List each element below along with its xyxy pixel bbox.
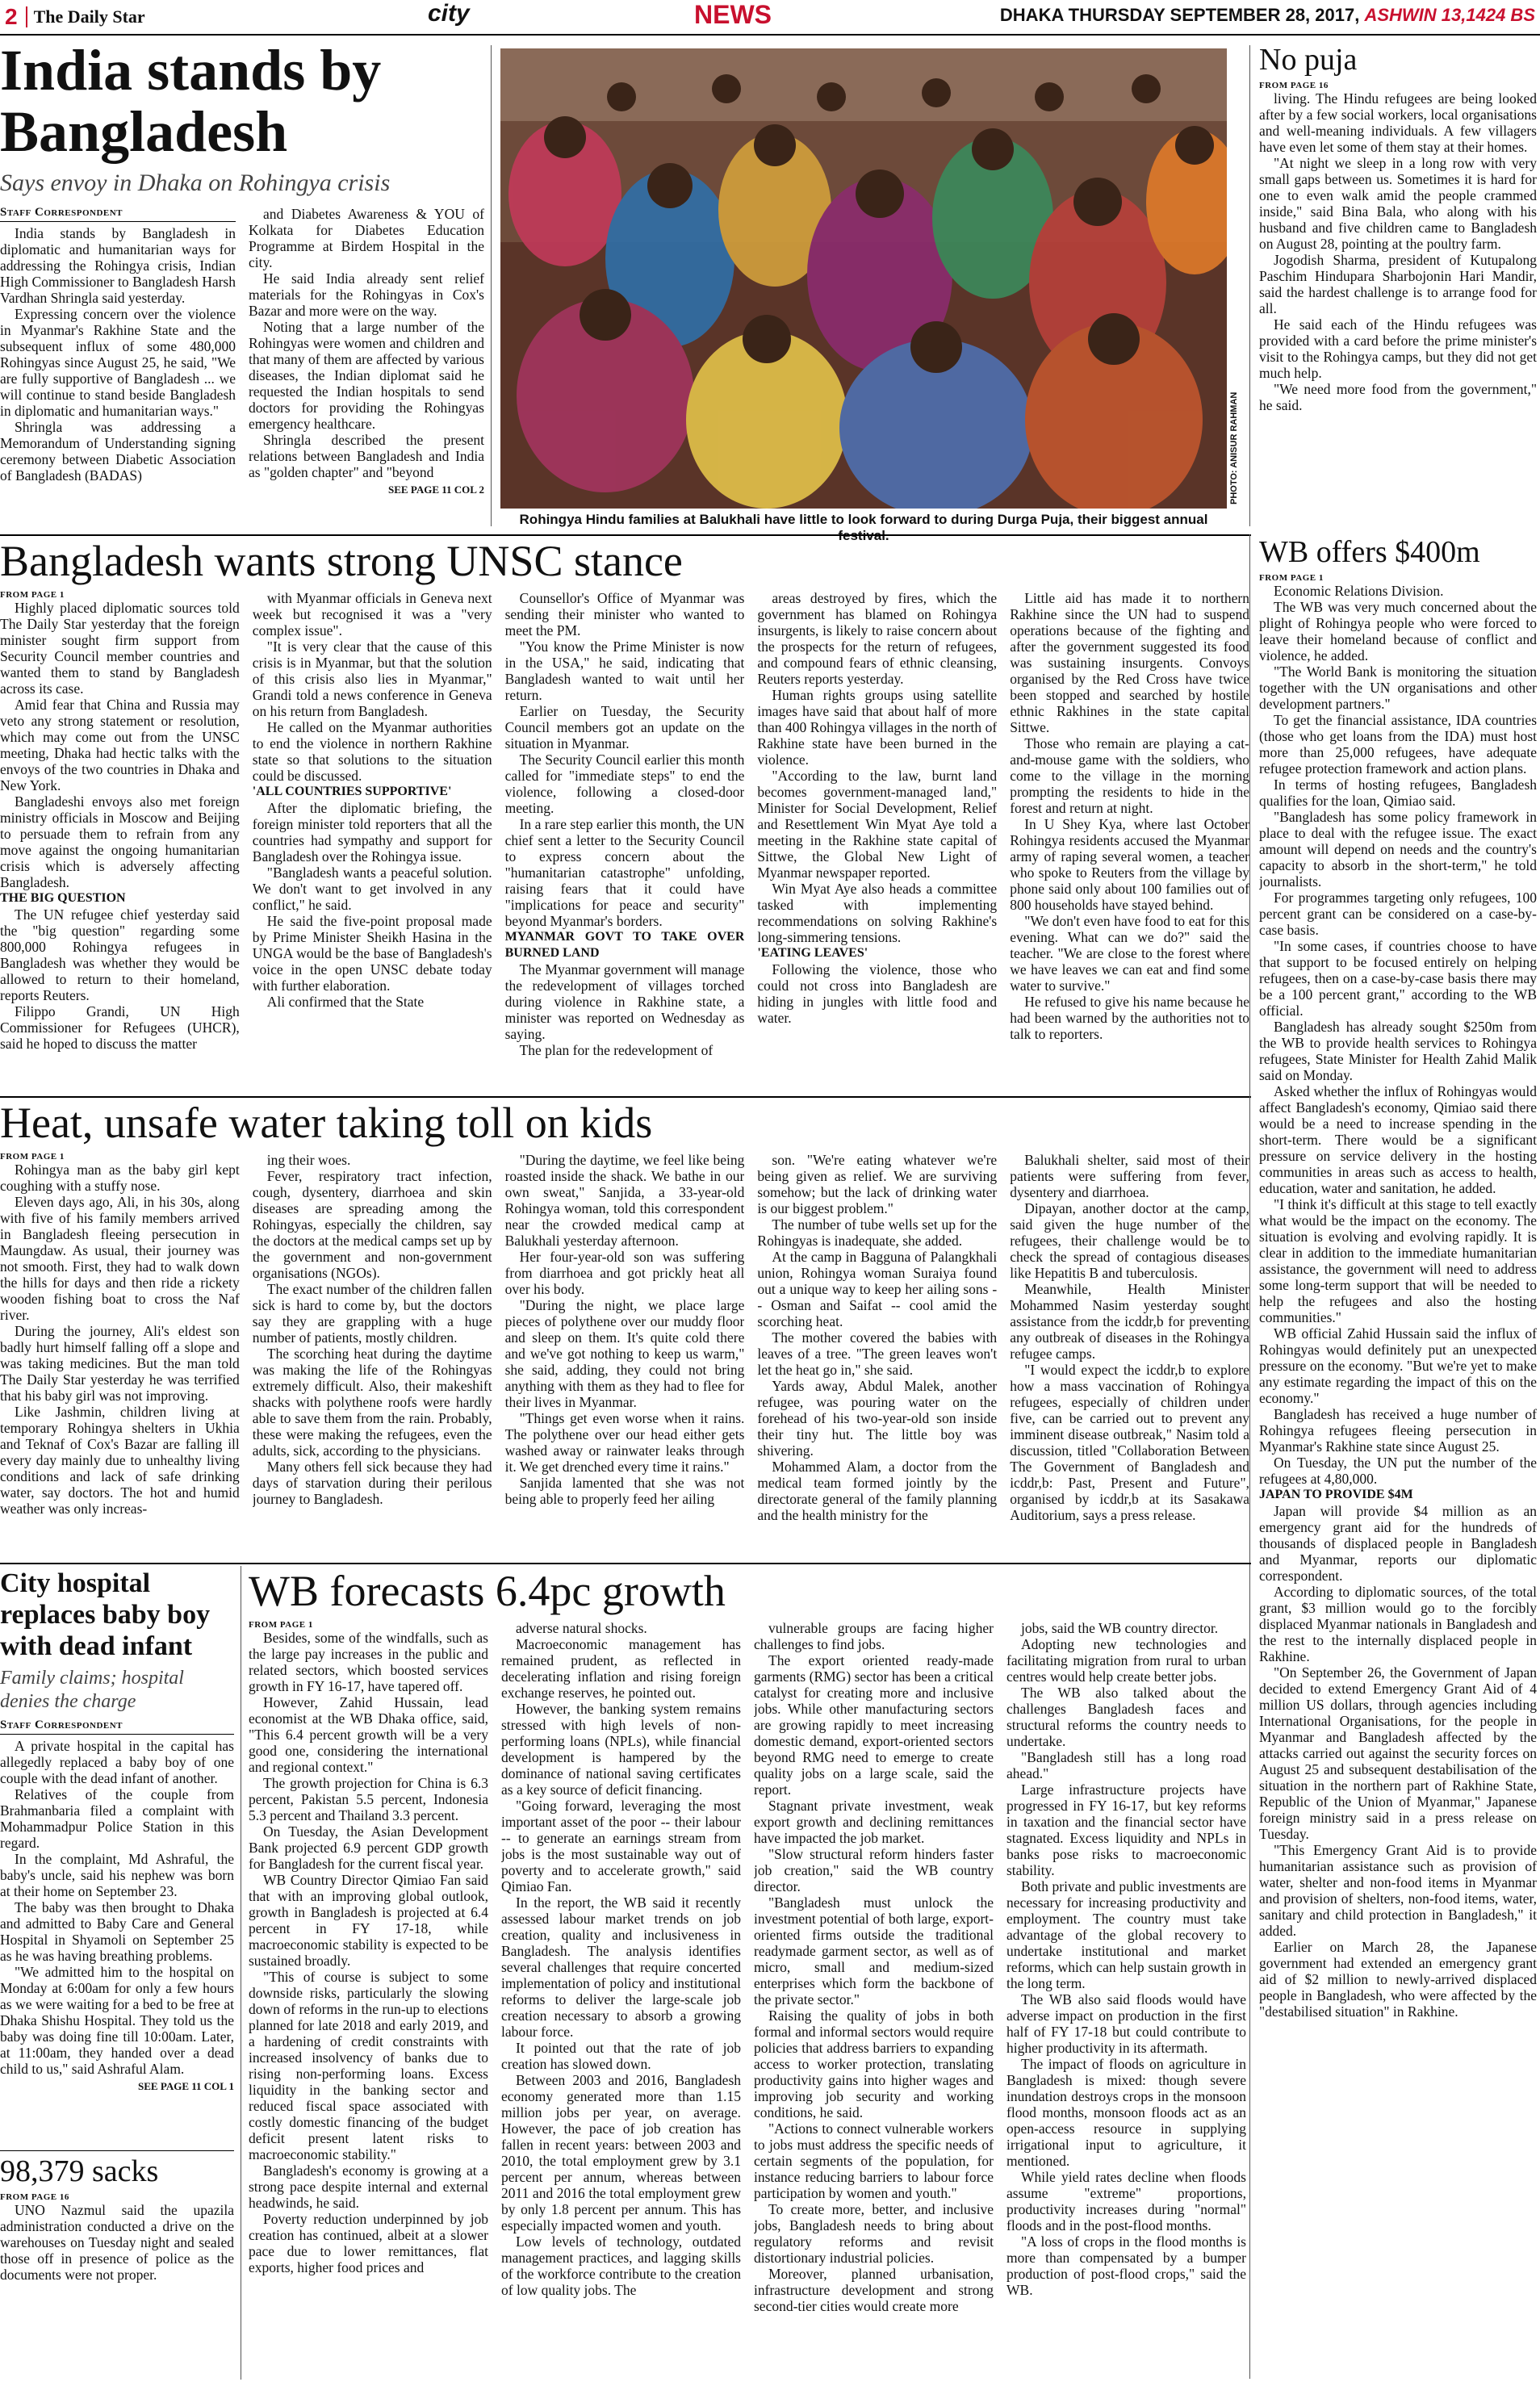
text-column [249,1620,488,2363]
paragraph: The Security Council earlier this month called for "immediate steps" to end the violence, following a closed-door meeting. [504,751,745,817]
paragraph: At the camp in Bagguna of Palangkhali union, Rohingya woman Suraiya found out a unique way to keep her ailing sons -- Osman and Saifat -- cool amid the scorching heat. [757,1249,998,1330]
paragraph: Stagnant private investment, weak export growth and declining remittances have impacted the job market. [754,1798,994,1847]
paragraph: adverse natural shocks. [516,1620,647,1637]
paragraph: "Going forward, leveraging the most important asset of the poor -- their labour -- to generate an earnings stream from jobs is the most sustainable way out of poverty and to accelerate growth," said Qimiao Fan. [501,1798,741,1895]
heat-columns [0,1152,1249,1547]
paragraph: After the diplomatic briefing, the foreign minister told reporters that all the countries had sympathy and support for Bangladesh over the Rohingya issue. [252,800,492,865]
paragraph: The WB also talked about the challenges Bangladesh faces and structural reforms the country needs to undertake. [1006,1685,1246,1750]
paragraph: The scorching heat during the daytime was making the life of the Rohingyas extremely difficult. Also, their makeshift shacks with polythene roofs were hardly able to save them from the rain. Probably, these were making the refugees, even the adults, sick, according to the physicians. [252,1346,492,1459]
paragraph: Yards away, Abdul Malek, another refugee, was pouring water on the forehead of his two-year-old son inside their tiny hut. The little boy was shivering. [757,1378,998,1459]
paragraph: "Bangladesh must unlock the investment potential of both large, export-oriented firms outside the traditional readymade garment sector, as well as of micro, small and medium-sized enterprises which form the backbone of the private sector." [754,1894,994,2008]
column-rule [1249,45,1250,526]
section-rule [0,534,1251,536]
paragraph: In U Shey Kya, where last October Rohingya residents accused the Myanmar army of raping several women, a teacher who spoke to Reuters from the village by phone said only about 100 families out of 800 households have stayed behind. [1010,816,1249,914]
headline-heat[interactable]: Heat, unsafe water taking toll on kids [0,1099,653,1147]
section-label: city [428,0,470,27]
paragraph: Shringla described the present relations between Bangladesh and India as "golden chapter" and "beyond [249,432,484,481]
paragraph: "We need more food from the government," he said. [1259,380,1537,413]
paragraph: Fever, respiratory tract infection, cough, dysentery, diarrhoea and skin diseases are spreading among the Rohingyas, especially the children, say the doctors at the medical camps set up by the government and non-government organisations (NGOs). [252,1168,492,1282]
paragraph: The WB was very much concerned about the plight of Rohingya people who were forced to leave their homeland because of conflict and violence, he added. [1259,598,1537,664]
paragraph: Shringla was addressing a Memorandum of Understanding signing ceremony between Diabetic Association of Bangladesh (BADAS) [0,419,236,484]
photo-credit-box [1227,339,1240,509]
paragraph: Many others fell sick because they had days of starvation during their perilous journey to Bangladesh. [252,1459,492,1508]
story-body [1010,590,1249,1042]
text-column [1010,590,1249,1082]
story-sacks [0,2155,234,2380]
paragraph: The growth projection for China is 6.3 percent, Pakistan 5.5 percent, Indonesia 5.3 percent and Thailand 3.3 percent. [249,1775,488,1824]
paragraph: Large infrastructure projects have progressed in FY 16-17, but key reforms in taxation and the financial sector have stagnated. Excess liquidity and NPLs in banks pose risks to macroeconomic stability. [1006,1781,1246,1879]
story-body [501,1620,741,2298]
paragraph: "According to the law, burnt land becomes government-managed land," Minister for Social Development, Relief and Resettlement Win Myat Aye told a meeting in the Rakhine state capital of Sittwe, the Global New Light of Myanmar newspaper reported. [757,768,998,881]
photo-credit [1227,339,1240,509]
paragraph: Bangladesh has already sought $250m from the WB to provide health services to Rohingya refugees, State Minister for Health Zahid Malik said on Monday. [1259,1018,1537,1083]
subhead: THE BIG QUESTION [0,891,126,906]
masthead [0,0,1540,36]
paragraph: The WB also said floods would have adverse impact on production in the first half of FY 17-18 but could contribute to higher productivity in its aftermath. [1006,1991,1246,2057]
story-body [754,1620,994,2314]
story-body [1259,90,1537,413]
paper-name[interactable]: The Daily Star [26,6,145,27]
crowd-photo [500,48,1227,509]
paragraph: Macroeconomic management has remained prudent, as reflected in decelerating inflation and rising foreign exchange reserves, he pointed out. [501,1636,741,1702]
story-no-puja [1259,44,1537,528]
column-rule [491,45,492,526]
paragraph: son. "We're eating whatever we're being given as relief. We are surviving somehow; but the lack of drinking water is our biggest problem." [757,1152,998,1217]
paragraph: Relatives of the couple from Brahmanbaria filed a complaint with Mohammadpur Police Station in this regard. [0,1785,234,1851]
paragraph: "Slow structural reform hinders faster job creation," said the WB country director. [754,1846,994,1895]
paragraph: Balukhali shelter, said most of their patients were suffering from fever, dysentery and diarrhoea. [1010,1152,1249,1201]
paragraph: Low levels of technology, outdated management practices, and lagging skills of the workforce contribute to the creation of low quality jobs. The [501,2233,741,2299]
paragraph: Eleven days ago, Ali, in his 30s, along with five of his family members arrived in Bangladesh fleeing persecution in Maungdaw. As usual, their journey was not smooth. First, they had to walk down the hills for days and then ride a rickety wooden fishing boat to cross the Naf river. [0,1194,240,1324]
paragraph: Like Jashmin, children living at temporary Rohingya shelters in Ukhia and Teknaf of Cox's Bazar are falling ill every day mainly due to unhealthy living conditions and lack of safe drinking water, say doctors. The hot and humid weather was only increas- [0,1404,240,1518]
paragraph: Jogodish Sharma, president of Kutupalong Paschim Hindupara Sharbojonin Hari Mandir, said the hardest challenge is to arrange food for all. [1259,251,1537,316]
paragraph: Amid fear that China and Russia may veto any strong statement or resolution, which may come out from the UNSC meeting, Dhaka had hectic talks with the envoys of the two countries in Dhaka and New York. [0,697,240,794]
paragraph: Her four-year-old son was suffering from diarrhoea and got prickly heat all over his body. [504,1249,745,1298]
paragraph: jobs, said the WB country director. [1021,1620,1219,1637]
story-unsc [0,538,1249,1095]
story-body [249,1630,488,2275]
page-number: 2 [5,4,18,29]
paragraph: ing their woes. [266,1152,351,1169]
story-wb-400m [1259,536,1537,2380]
story-body [0,225,236,484]
text-column [1010,1152,1249,1547]
paragraph: Expressing concern over the violence in Myanmar's Rakhine State and the subsequent influx of some 480,000 Rohingyas since August 25, he said, "We are fully supportive of Bangladesh ... we will continue to stand beside Bangladesh in diplomatic and humanitarian ways." [0,306,236,420]
paragraph: He said each of the Hindu refugees was provided with a card before the prime minister's visit to the Rohingya camps, but they did not get much help. [1259,316,1537,381]
story-body [253,590,492,1010]
byline-india: Staff Correspondent [0,206,236,222]
deck-india: Says envoy in Dhaka on Rohingya crisis [0,170,391,197]
paragraph: Highly placed diplomatic sources told The Daily Star yesterday that the foreign minister sought firm support from Security Council member countries and wanted them to stand by Bangladesh across its case. [0,600,240,697]
paragraph: The baby was then brought to Dhaka and admitted to Baby Care and General Hospital in Shyamoli on September 25 as he was having breathing problems. [0,1898,234,1964]
paragraph: UNO Nazmul said the upazila administration conducted a drive on the warehouses on Tuesday night and sealed those off in presence of police as the documents were not proper. [0,2201,234,2283]
paragraph: According to diplomatic sources, of the total grant, $3 million would go to the forcibly displaced Myanmar nationals in Bangladesh and the rest to the internally displaced people in Rakhine. [1259,1583,1537,1664]
paragraph: Moreover, planned urbanisation, infrastructure development and strong second-tier cities would create more [754,2266,994,2315]
headline-no-puja[interactable]: No puja [1259,44,1358,77]
headline-unsc[interactable]: Bangladesh wants strong UNSC stance [0,538,683,585]
section-rule [0,2150,234,2151]
paragraph: Win Myat Aye also heads a committee tasked with implementing recommendations on solving Rakhine's long-simmering tensions. [757,881,998,946]
paragraph: The UN refugee chief yesterday said the "big question" regarding some 800,000 Rohingya refugees in Bangladesh was whether they would be allowed to return to their homeland, reports Reuters. [0,906,240,1004]
paragraph: He refused to give his name because he had been warned by the authorities not to talk to reporters. [1010,994,1249,1043]
text-column [253,590,492,1082]
paragraph: Adopting new technologies and facilitating migration from rural to urban centres would help create better jobs. [1006,1636,1246,1685]
story-india [0,40,484,525]
paragraph: "During the daytime, we feel like being roasted inside the shack. We bathe in our own sweat," Sanjida, a 33-year-old Rohingya woman, told this correspondent near the crowded medical camp at Balukhali yesterday afternoon. [504,1152,745,1250]
paragraph: The exact number of the children fallen sick is hard to come by, but the doctors say they are grappling with a huge number of patients, mostly children. [252,1281,492,1346]
paragraph: For programmes targeting only refugees, 100 percent grant can be considered on a case-by-case basis. [1259,889,1537,938]
text-column [253,1152,492,1547]
paragraph: Bangladeshi envoys also met foreign ministry officials in Moscow and Beijing to persuade them to refrain from any move against the ongoing humanitarian crisis which is adversely affecting Bangladesh. [0,793,240,891]
paragraph: However, the banking system remains stressed with high levels of non-performing loans (NPLs), while financial development is hampered by the dominance of national saving certificates as a key source of deficit financing. [501,1701,741,1798]
story-body [0,1162,240,1517]
paragraph: During the journey, Ali's eldest son badly hurt himself falling off a slope and was taking medicines. But the man told The Daily Star yesterday he was terrified that his baby girl was not improving. [0,1323,240,1405]
story-city-hospital [0,1568,234,2149]
story-body [0,1738,234,2077]
from-page: FROM PAGE 1 [0,1152,65,1162]
paragraph: In the complaint, Md Ashraful, the baby's uncle, said his nephew was born at their home on September 23. [0,1850,234,1899]
paragraph: "Things get even worse when it rains. The polythene over our head either gets washed away or rainwater leaks through it. We get drenched every time it rains." [504,1410,745,1476]
deck-city-hospital: Family claims; hospital denies the charge [0,1668,184,1713]
photo-caption: Rohingya Hindu families at Balukhali have little to look forward to during Durga Puja, their biggest annual [519,512,1208,527]
paragraph: Raising the quality of jobs in both formal and informal sectors would require policies that address barriers to expanding access to worker protection, translating productivity gains into higher wages and improving job security and working conditions, he said. [754,2007,994,2121]
paragraph: India stands by Bangladesh in diplomatic and humanitarian ways for addressing the Rohingya crisis, Indian High Commissioner to Bangladesh Harsh Vardhan Shringla said yesterday. [0,225,236,307]
byline-city: Staff Correspondent [0,1718,234,1735]
paragraph: Earlier on March 28, the Japanese government had extended an emergency grant aid of $2 million to newly-arrived displaced people in Bangladesh, who were affected by the "destabilised situation" in Rakhine. [1259,1938,1537,2020]
paragraph: The mother covered the babies with leaves of a tree. "The green leaves won't let the heat go in," she said. [757,1329,998,1379]
paragraph: "It is very clear that the cause of this crisis is in Myanmar, but that the solution of this crisis also lies in Myanmar," Grandi told a news conference in Geneva on his return from Bangladesh. [252,638,492,720]
headline-wb-growth[interactable]: WB forecasts 6.4pc growth [249,1568,726,1615]
subhead: 'ALL COUNTRIES SUPPORTIVE' [252,785,452,799]
text-column [1006,1620,1246,2363]
paragraph: Noting that a large number of the Rohingyas were women and children and that many of them are affected by various diseases, the Indian diplomat said he requested the Indian hospitals to send doctors for providing the Rohingyas emergency healthcare. [249,319,484,433]
paragraph: In the report, the WB said it recently assessed labour market trends on job creation, quality and inclusiveness in Bangladesh. The analysis identifies several challenges that require concerted implementation of policy and institutional reforms to deliver the large-scale job creation necessary to absorb a growing labour force. [501,1894,741,2041]
paragraph: Meanwhile, Health Minister Mohammed Nasim yesterday sought assistance from the icddr,b for preventing any outbreak of diseases in the Rohingya refugee camps. [1010,1281,1249,1363]
paragraph: The number of tube wells set up for the Rohingyas is inadequate, she added. [757,1216,998,1250]
text-column [754,1620,994,2363]
paragraph: Bangladesh's economy is growing at a strong pace despite internal and external headwinds, he said. [249,2162,488,2212]
story-body [757,590,997,1026]
paragraph: Bangladesh has received a huge number of Rohingya refugees fleeing persecution in Myanmar's Rakhine state since August 25. [1259,1405,1537,1455]
paragraph: He called on the Myanmar authorities to end the violence in northern Rakhine state so that solutions to the situation could be discussed. [252,719,492,785]
date-line [1000,5,1535,26]
paragraph: Those who remain are playing a cat-and-mouse game with the soldiers, who come to the village in the morning prompting the residents to hide in the forest and return at night. [1010,735,1249,817]
paragraph: Both private and public investments are necessary for increasing productivity and employment. The country must take advantage of the global recovery to undertake institutional and market reforms, which can help sustain growth in the long term. [1006,1878,1246,1992]
story-body [0,2202,234,2283]
news-label: NEWS [694,0,772,29]
paragraph: The impact of floods on agriculture in Bangladesh is mixed: though severe inundation destroys crops in the monsoon flood months, monsoon floods act as an open-access resource in supplying irrigational input to agriculture, it mentioned. [1006,2056,1246,2170]
paragraph: Little aid has made it to northern Rakhine since the UN had to suspend operations because of the fighting and after the government suggested its food was sustaining insurgents. Convoys organised by the Red Cross have twice been stopped and searched by hostile ethnic Rakhines in the state capital Sittwe. [1010,590,1249,736]
paragraph: WB Country Director Qimiao Fan said that with an improving global outlook, growth in Bangladesh is projected at 6.4 percent in FY 17-18, while macroeconomic stability is expected to be sustained broadly. [249,1872,488,1970]
paragraph: Japan will provide $4 million as an emergency grant aid for the hundreds of thousands of displaced people in Bangladesh and Myanmar, reports our diplomatic correspondent. [1259,1502,1537,1584]
text-column [0,1152,240,1547]
paragraph: While yield rates decline when floods assume "extreme" proportions, productivity increases during "normal" floods and in the post-flood months. [1006,2169,1246,2234]
paragraph: Dipayan, another doctor at the camp, said given the huge number of the refugees, their challenge would be to check the spread of contagious diseases like Hepatitis B and tuberculosis. [1010,1200,1249,1282]
story-body [757,1152,997,1523]
paragraph: The plan for the redevelopment of [519,1042,714,1059]
paragraph: In a rare step earlier this month, the UN chief sent a letter to the Security Council to express concern about the "humanitarian catastrophe" unfolding, raising fears that it could have "implications for peace and security" beyond Myanmar's borders. [504,816,745,930]
paragraph: Human rights groups using satellite images have said that about half of more than 400 Rohingya villages in the north of Rakhine state have been burned in the violence. [757,687,998,768]
paragraph: Poverty reduction underpinned by job creation has continued, albeit at a slower pace due to lower remittances, flat exports, higher food prices and [249,2211,488,2276]
paragraph: On Tuesday, the Asian Development Bank projected 6.9 percent GDP growth for Bangladesh for the current fiscal year. [249,1823,488,1873]
story-body [1010,1152,1249,1523]
column-rule [1249,534,1250,2379]
date-text: DHAKA THURSDAY SEPTEMBER 28, 2017, [999,5,1360,25]
paragraph: Mohammed Alam, a doctor from the medical team formed jointly by the directorate general of the family planning and the health ministry for the [757,1459,998,1524]
headline-wb-400m[interactable]: WB offers $400m [1259,536,1480,569]
paragraph: To create more, better, and inclusive jobs, Bangladesh needs to bring about regulatory reforms and revisit distortionary industrial policies. [754,2201,994,2267]
paragraph: "In some cases, if countries choose to have that support to be focused entirely on helping refugees, then on a case-by-case basis there may be a 100 percent grant," according to the WB official. [1259,937,1537,1019]
paragraph: "Bangladesh has some policy framework in place to deal with the refugee issue. The exact amount will depend on needs and the country's capacity to absorb in the short-term," he told journalists. [1259,808,1537,890]
paragraph: "The World Bank is monitoring the situation together with the UN organisations and other development partners." [1259,663,1537,712]
paragraph: "Bangladesh still has a long road ahead." [1006,1749,1246,1782]
paragraph: On Tuesday, the UN put the number of the refugees at 4,80,000. [1259,1454,1537,1487]
paragraph: To get the financial assistance, IDA countries (those who get loans from the IDA) must host more than 25,000 refugees, have adequate refugee protection framework and action plans. [1259,711,1537,777]
text-column [505,1152,745,1547]
paragraph: It pointed out that the rate of job creation has slowed down. [501,2040,741,2073]
story-body [1006,1620,1246,2298]
paragraph: A private hospital in the capital has allegedly replaced a baby boy of one couple with the dead infant of another. [0,1737,234,1786]
story-body [0,600,240,1052]
paragraph: Economic Relations Division. [1274,582,1444,599]
paragraph: "I think it's difficult at this stage to tell exactly what would be the impact on the economy. The situation is evolving and evolving rapidly. It is clear in addition to the immediate humanitarian assistance, the government will need to address some long-term support that will be needed to help the refugees and also the hosting communities." [1259,1195,1537,1325]
text-column [501,1620,741,2363]
jump-line[interactable]: SEE PAGE 11 COL 1 [138,2079,234,2092]
paragraph: The export oriented ready-made garments (RMG) sector has been a critical catalyst for creating more and inclusive jobs. While other manufacturing sectors are growing rapidly to meet increasing domestic demand, export-oriented sectors beyond RMG need to emerge to create quality jobs on a large scale, said the report. [754,1652,994,1798]
paragraph: WB official Zahid Hussain said the influx of Rohingyas would definitely put an unexpected pressure on the economy. "But we're yet to make any estimate regarding the impact of this on the economy." [1259,1325,1537,1406]
paragraph: Filippo Grandi, UN High Commissioner for Refugees (UHCR), said he hoped to discuss the matter [0,1003,240,1053]
story-heat [0,1099,1249,1559]
unsc-columns [0,590,1249,1082]
story-body [253,1152,492,1507]
paragraph: with Myanmar officials in Geneva next week but recognised it was a "very complex issue". [252,590,492,639]
text-column [757,1152,997,1547]
paragraph: However, Zahid Hussain, lead economist at the WB Dhaka office, said, "This 6.4 percent growth will be a very good one, considering the international and regional context." [249,1694,488,1776]
subhead: MYANMAR GOVT TO TAKE OVER BURNED LAND [504,930,745,961]
text-column [505,590,745,1082]
paragraph: In terms of hosting refugees, Bangladesh qualifies for the loan, Qimiao said. [1259,776,1537,809]
from-page: FROM PAGE 16 [0,2192,69,2202]
paragraph: Besides, some of the windfalls, such as the large pay increases in the public and related sectors, which boosted services growth in FY 16-17, have tapered off. [249,1630,488,1695]
from-page: FROM PAGE 1 [249,1620,313,1631]
subhead: 'EATING LEAVES' [757,946,868,961]
paragraph: Sanjida lamented that she was not being able to properly feed her ailing [504,1475,745,1508]
headline-india[interactable]: India stands by Bangladesh [0,40,382,164]
paragraph: "A loss of crops in the flood months is more than compensated by a bumper production of post-flood crops," said the WB. [1006,2233,1246,2299]
paragraph: "This Emergency Grant Aid is to provide humanitarian assistance such as provision of water, shelter and non-food items in Myanmar and provision of shelters, non-food items, water, sanitary and child protection in Bangladesh," it added. [1259,1841,1537,1939]
bangla-date: ASHWIN 13,1424 BS [1364,5,1535,25]
paragraph: Counsellor's Office of Myanmar was sending their minister who wanted to meet the PM. [504,590,745,639]
story-body [505,1152,745,1507]
section-rule [0,1096,1251,1098]
paragraph: Between 2003 and 2016, Bangladesh economy generated more than 1.15 million jobs per year, on average. However, the pace of job creation has fallen in recent years: between 2003 and 2010, the total employment grew by 3.1 percent per annum, whereas between 2011 and 2016 the total employment grew by only 1.8 percent per annum. This has especially impacted women and youth. [501,2072,741,2234]
paragraph: Asked whether the influx of Rohingyas would affect Bangladesh's economy, Qimiao said there would be a need to increase spending in the short-term. There would be a significant pressure on service delivery in the hosting communities in areas such as access to health, education, water and sanitation, he added. [1259,1082,1537,1196]
story-body [505,590,745,1058]
headline-city-hospital[interactable]: City hospital replaces baby boy with dead infant [0,1568,211,1662]
from-page: FROM PAGE 1 [0,590,65,601]
paragraph: Following the violence, those who could not cross into Bangladesh are hiding in jungles with little food and water. [757,961,998,1027]
paragraph: "We admitted him to the hospital on Monday at 6:00am for only a few hours as we were waiting for a bed to be free at Dhaka Shishu Hospital. They told us the baby was doing fine till 10:00am. Later, at 11:00am, they handed over a dead child to us," said Ashraful Alam. [0,1963,234,2077]
paragraph: "You know the Prime Minister is now in the USA," he said, indicating that Bangladesh wanted to wait until her return. [504,638,745,704]
headline-sacks[interactable]: 98,379 sacks [0,2155,159,2188]
story-body [249,206,484,480]
story-wb-growth [249,1568,1246,2380]
paragraph: and Diabetes Awareness & YOU of Kolkata for Diabetes Education Programme at Birdem Hospital in the city. [249,206,484,271]
from-page: FROM PAGE 16 [1259,80,1329,90]
growth-columns [249,1620,1246,2363]
jump-line[interactable]: SEE PAGE 11 COL 2 [388,484,484,496]
news-photo [500,48,1227,509]
paragraph: "Actions to connect vulnerable workers to jobs must address the specific needs of certain segments of the population, for instance reducing barriers to labour force participation by women and youth." [754,2120,994,2202]
photo-credit-text: PHOTO: ANISUR RAHMAN [1229,391,1239,504]
paragraph: living. The Hindu refugees are being looked after by a few social workers, local organisations and well-meaning individuals. A few villagers have even let some of them stay at their homes. [1259,90,1537,155]
section-rule [0,1563,1251,1564]
text-column [757,590,997,1082]
paragraph: He said India already sent relief materials for the Rohingyas in Cox's Bazar and more were on the way. [249,270,484,320]
paragraph: Ali confirmed that the State [266,994,425,1011]
paragraph: Earlier on Tuesday, the Security Council members got an update on the situation in Myanmar. [504,703,745,752]
subhead: JAPAN TO PROVIDE $4M [1259,1487,1413,1501]
paragraph: "At night we sleep in a long row with very small gaps between us. Sometimes it is hard for one to even walk amid the people crammed inside," said Bina Bala, who along with his husband and five children came to Bangladesh on August 28, pointing at the poultry farm. [1259,154,1537,252]
paragraph: He said the five-point proposal made by Prime Minister Sheikh Hasina in the UNGA would be the base of Bangladesh's voice in the open UNSC debate today with further elaboration. [252,913,492,994]
story-body [1259,583,1537,2020]
paragraph: The Myanmar government will manage the redevelopment of villages torched during violence in Rakhine state, a minister was reported on Wednesday as saying. [504,961,745,1043]
paragraph: vulnerable groups are facing higher challenges to find jobs. [754,1620,994,1653]
paragraph: "This of course is subject to some downside risks, particularly the slowing down of reforms in the run-up to elections planned for late 2018 and early 2019, and a hardening of credit constraints with increased insolvency of banks due to rising non-performing loans. Excess liquidity in the banking sector and reduced fiscal space associated with costly domestic financing of the budget deficit present latent risks to macroeconomic stability." [249,1969,488,2163]
text-column [0,590,240,1082]
paragraph: "On September 26, the Government of Japan decided to extend Emergency Grant Aid of 4 million US dollars, through agencies including International Organisations, for the people in Myanmar and Bangladesh affected by the attacks carried out against the security forces on August 25 and subsequent destabilisation of the situation in the northern part of Rakhine State, Republic of the Union of Myanmar," Japanese foreign ministry said in a press release on Tuesday. [1259,1664,1537,1842]
from-page: FROM PAGE 1 [1259,572,1324,583]
paragraph: "I would expect the icddr,b to explore how a mass vaccination of Rohingya refugees, especially of children under five, can be carried out to prevent any imminent disease outbreak," Nasim told a discussion, titled "Collaboration Between The Government of Bangladesh and icddr,b: Past, Present and Future", organised by icddr,b at its Sasakawa Auditorium, says a press release. [1010,1362,1249,1524]
paragraph: "Bangladesh wants a peaceful solution. We don't want to get involved in any conflict," he said. [252,864,492,914]
paragraph: areas destroyed by fires, which the government has blamed on Rohingya insurgents, is likely to raise concern about the prospects for the return of refugees, and compound fears of ethnic cleansing, Reuters reports yesterday. [757,590,998,688]
paragraph: "During the night, we place large pieces of polythene over our muddy floor and sleep on them. It's quite cold there and we've got nothing to keep us warm," she said, adding, they could not bring anything with them as they had to flee for their lives in Myanmar. [504,1297,745,1411]
paragraph: "We don't even have food to eat for this evening. What can we do?" said the teacher. "We are close to the forest where we have leaves we can eat and find some water to survive." [1010,913,1249,994]
paragraph: Rohingya man as the baby girl kept coughing with a stuffy nose. [0,1162,240,1195]
